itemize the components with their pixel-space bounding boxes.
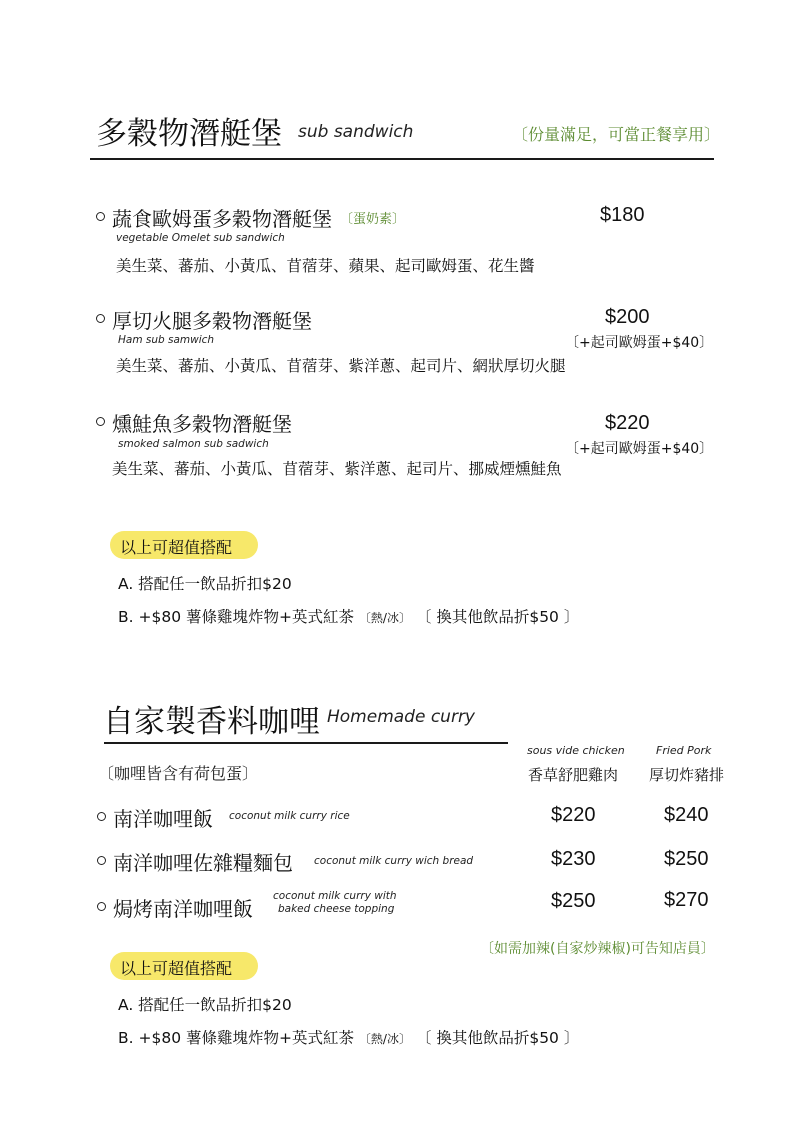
column-header-cn: 厚切炸豬排 — [649, 766, 725, 784]
item-ingredients: 美生菜、蕃茄、小黃瓜、苜蓿芽、紫洋蔥、起司片、挪威煙燻鮭魚 — [112, 460, 562, 478]
section-title-cn: 自家製香料咖哩 — [103, 704, 320, 740]
item-ingredients: 美生菜、蕃茄、小黃瓜、苜蓿芽、紫洋蔥、起司片、網狀厚切火腿 — [116, 357, 566, 375]
combo-option-b-tail: 〔 換其他飲品折$50 〕 — [415, 1029, 580, 1047]
bullet-icon — [97, 812, 106, 821]
section-title-en: sub sandwich — [298, 122, 414, 142]
column-header-cn: 香草舒肥雞肉 — [528, 766, 619, 784]
item-price-chicken: $230 — [551, 848, 596, 870]
item-addon: 〔+起司歐姆蛋+$40〕 — [565, 335, 714, 351]
combo-option-b-tail: 〔 換其他飲品折$50 〕 — [415, 608, 580, 626]
item-name-cn: 南洋咖哩飯 — [113, 807, 213, 831]
section-title-cn: 多穀物潛艇堡 — [96, 116, 282, 152]
spicy-note: 〔如需加辣(自家炒辣椒)可告知店員〕 — [480, 941, 715, 957]
item-price-pork: $240 — [664, 804, 709, 826]
column-header-en: Fried Pork — [656, 744, 712, 757]
item-name-en: coconut milk curry rice — [229, 810, 350, 822]
combo-option-b-main: B. +$80 薯條雞塊炸物+英式紅茶 — [118, 608, 354, 626]
item-tag: 〔蛋奶素〕 — [340, 212, 406, 227]
combo-label: 以上可超值搭配 — [120, 538, 233, 557]
item-name-cn: 燻鮭魚多穀物潛艇堡 — [112, 412, 292, 436]
combo-option-b-temp: 〔熱/冰〕 — [358, 1032, 411, 1046]
item-name-en: Ham sub samwich — [118, 334, 215, 346]
combo-option-b — [118, 1026, 579, 1048]
section-note: 〔份量滿足，可當正餐享用〕 — [512, 125, 721, 144]
section-note: 〔咖哩皆含有荷包蛋〕 — [98, 764, 259, 783]
item-price-chicken: $250 — [551, 890, 596, 912]
item-name-cn: 蔬食歐姆蛋多穀物潛艇堡 — [112, 207, 332, 231]
item-name-cn: 焗烤南洋咖哩飯 — [113, 897, 253, 921]
item-name-en: coconut milk curry with — [273, 890, 397, 902]
item-price-chicken: $220 — [551, 804, 596, 826]
combo-label: 以上可超值搭配 — [120, 959, 233, 978]
item-name-cn: 厚切火腿多穀物潛艇堡 — [112, 309, 312, 333]
item-name-en: smoked salmon sub sadwich — [118, 438, 269, 450]
item-price: $200 — [605, 306, 650, 328]
item-price-pork: $270 — [664, 889, 709, 911]
item-name-cn: 南洋咖哩佐雜糧麵包 — [113, 851, 293, 875]
bullet-icon — [96, 314, 105, 323]
combo-option-a: A. 搭配任一飲品折扣$20 — [118, 575, 292, 593]
item-name-en: coconut milk curry wich bread — [314, 855, 474, 867]
column-header-en: sous vide chicken — [527, 744, 625, 757]
item-ingredients: 美生菜、蕃茄、小黃瓜、苜蓿芽、蘋果、起司歐姆蛋、花生醬 — [116, 257, 535, 275]
combo-option-a: A. 搭配任一飲品折扣$20 — [118, 996, 292, 1014]
bullet-icon — [96, 417, 105, 426]
item-name-en: vegetable Omelet sub sandwich — [116, 232, 285, 244]
item-price-pork: $250 — [664, 848, 709, 870]
item-addon: 〔+起司歐姆蛋+$40〕 — [565, 441, 714, 457]
combo-option-b — [118, 605, 579, 627]
combo-option-b-temp: 〔熱/冰〕 — [358, 611, 411, 625]
section-divider — [104, 742, 508, 744]
item-name-en-line2: baked cheese topping — [278, 903, 395, 915]
section-divider — [90, 158, 714, 160]
item-price: $220 — [605, 412, 650, 434]
section-title-en: Homemade curry — [327, 707, 475, 727]
combo-option-b-main: B. +$80 薯條雞塊炸物+英式紅茶 — [118, 1029, 354, 1047]
bullet-icon — [97, 902, 106, 911]
bullet-icon — [97, 856, 106, 865]
item-price: $180 — [600, 204, 645, 226]
bullet-icon — [96, 212, 105, 221]
